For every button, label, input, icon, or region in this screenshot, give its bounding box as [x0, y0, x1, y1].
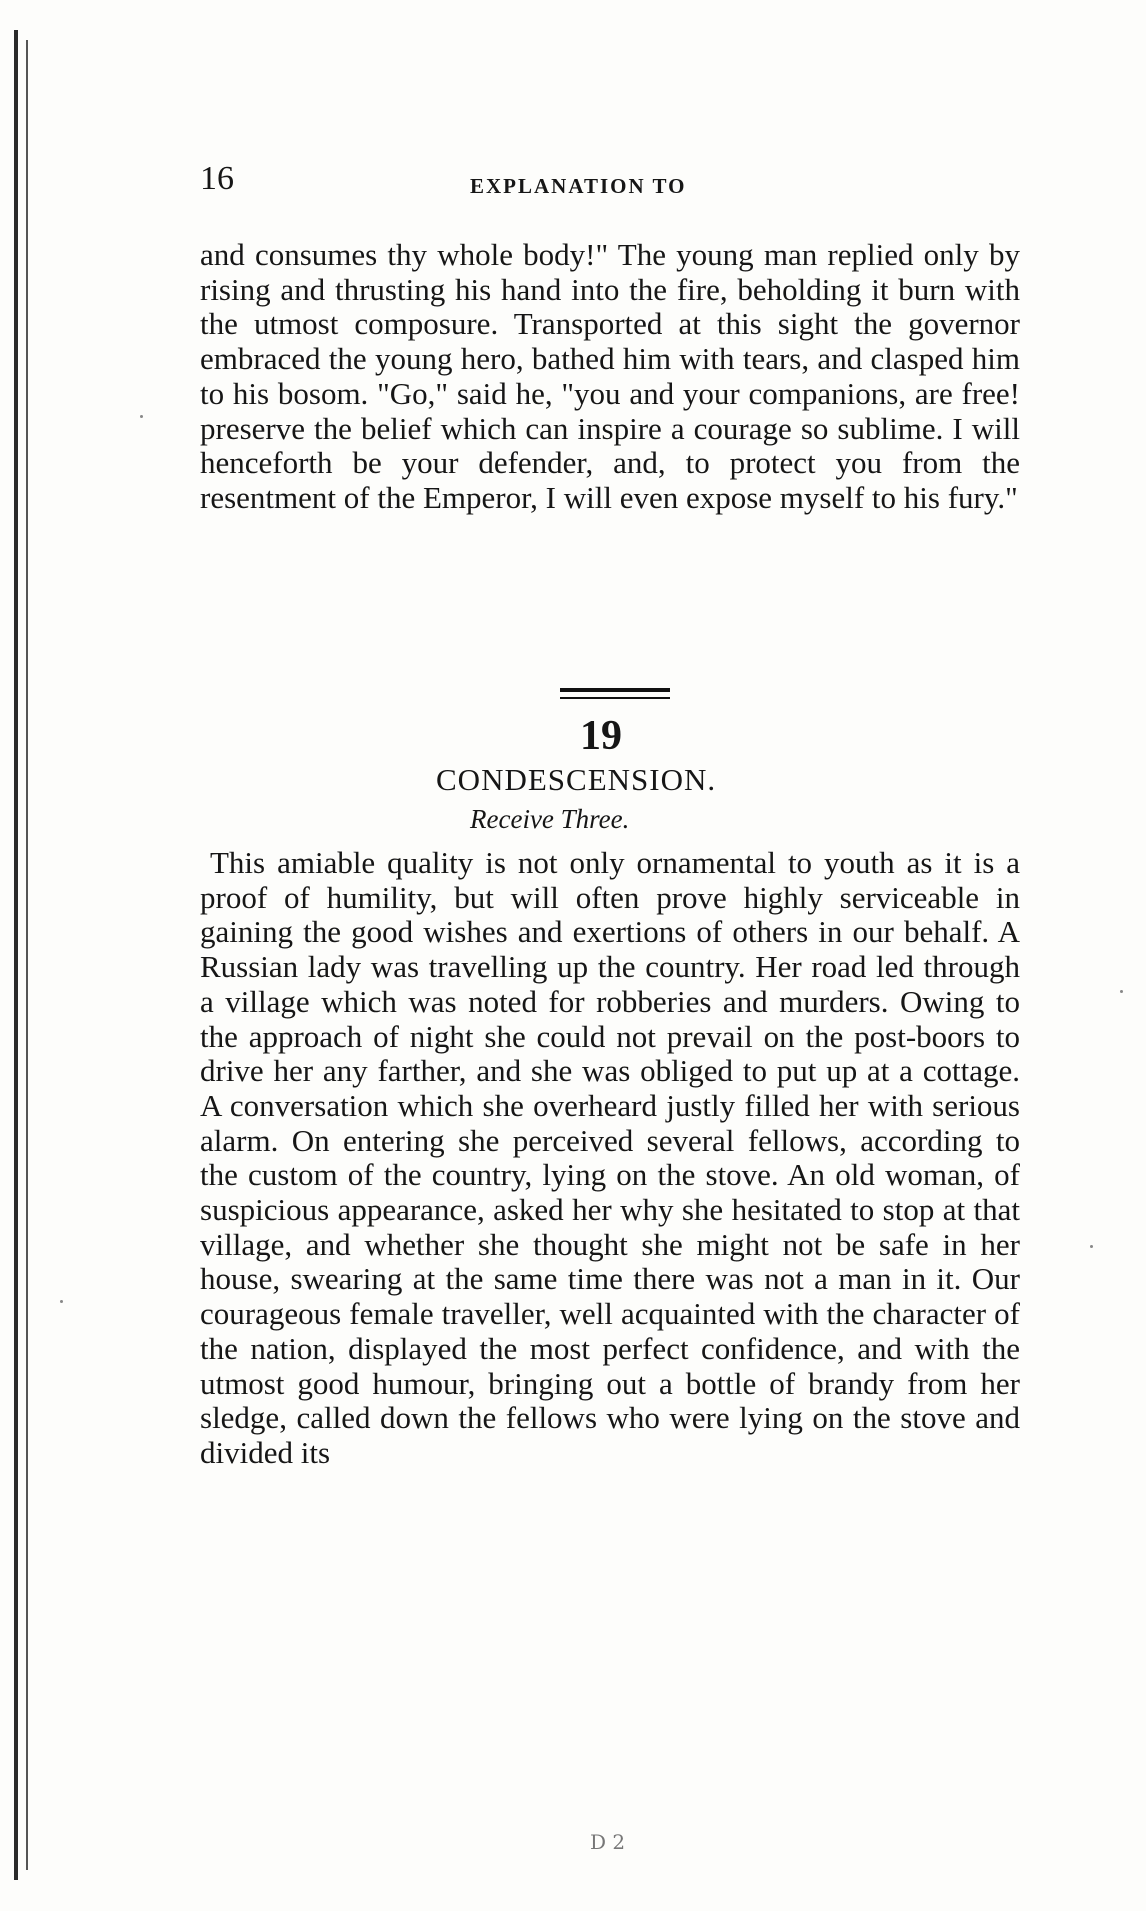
- page-binding-edge: [14, 30, 18, 1880]
- running-head: EXPLANATION TO: [470, 174, 687, 198]
- section-number: 19: [580, 713, 622, 759]
- section-paragraph: This amiable quality is not only ornamental to youth as it is a proof of humility, but will often prove highly serviceable in gaining the good wishes and exertions of others in our behalf. A Russian lady was travelling up the country. Her road led through a village which was noted for robberies and murders. Owing to the approach of night she could not prevail on the post-boors to drive her any farther, and she was obliged to put up at a cottage. A conversation which she overheard justly filled her with serious alarm. On entering she perceived several fellows, according to the custom of the country, lying on the stove. An old woman, of suspicious appearance, asked her why she hesitated to stop at that village, and whether she thought she might not be safe in her house, swearing at the same time there was not a man in it. Our courageous female traveller, well acquainted with the character of the nation, displayed the most perfect confidence, and with the utmost good humour, bringing out a bottle of brandy from her sledge, called down the fellows who were lying on the stove and divided its: [200, 845, 1020, 1470]
- section-divider-rule: [560, 688, 670, 699]
- section-title: CONDESCENSION.: [436, 762, 717, 797]
- print-speck: [60, 1300, 63, 1303]
- print-speck: [140, 415, 143, 418]
- print-speck: [1090, 1245, 1093, 1248]
- signature-mark: D 2: [590, 1830, 626, 1854]
- print-speck: [1120, 990, 1123, 993]
- section-subtitle: Receive Three.: [470, 804, 630, 834]
- continued-paragraph: and consumes thy whole body!" The young man replied only by rising and thrusting his hand into the fire, beholding it burn with the utmost composure. Transported at this sight the governor embraced the young hero, bathed him with tears, and clasped him to his bosom. "Go," said he, "you and your companions, are free! preserve the belief which can inspire a courage so sublime. I will henceforth be your defender, and, to protect you from the resentment of the Emperor, I will even expose myself to his fury.": [200, 237, 1020, 515]
- page-number: 16: [200, 160, 234, 197]
- page-binding-shadow: [26, 40, 28, 1870]
- page-header: [200, 160, 1020, 210]
